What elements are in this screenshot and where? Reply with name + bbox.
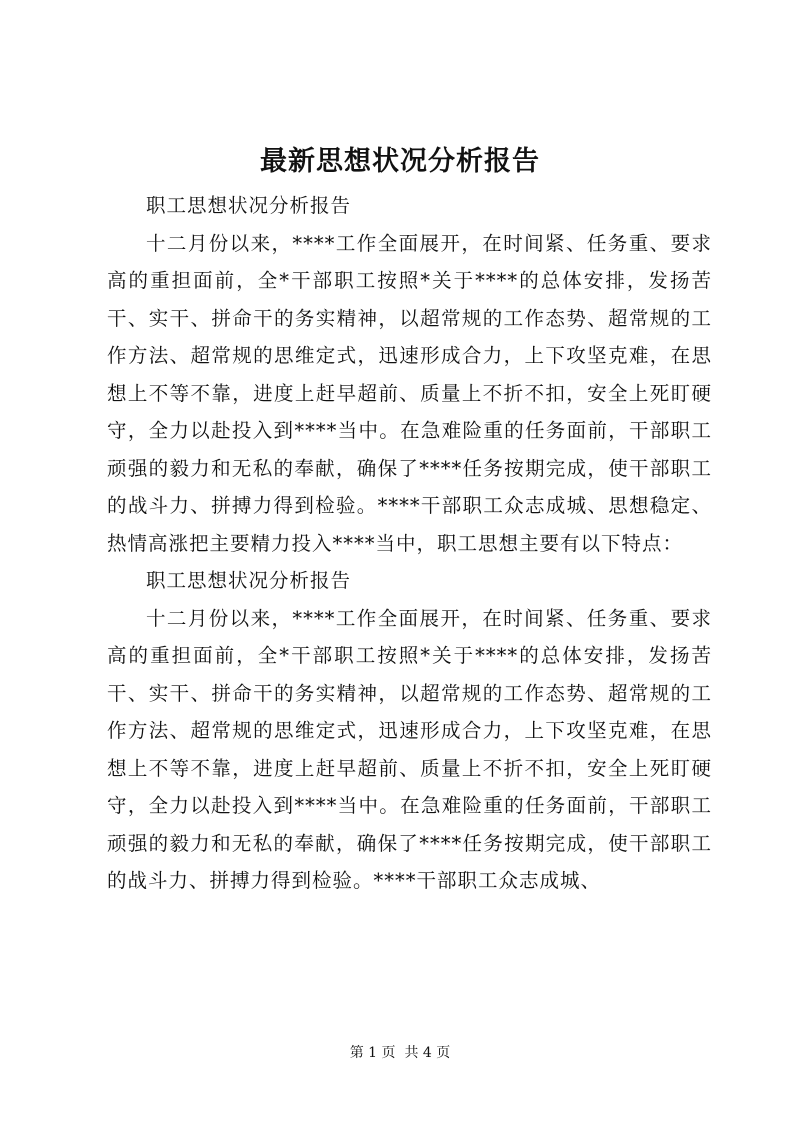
paragraph-body: 十二月份以来，****工作全面展开，在时间紧、任务重、要求高的重担面前，全*干部职工按照*关于****的总体安排，发扬苦干、实干、拼命干的务实精神，以超常规的工作态势、超常规的工作方法、超常规的思维定式，迅速形成合力，上下攻坚克难，在思想上不等不靠，进度上赶早超前、质量上不折不扣，安全上死盯硬守，全力以赴投入到****当中。在急难险重的任务面前，干部职工顽强的毅力和无私的奉献，确保了****任务按期完成，使干部职工的战斗力、拼搏力得到检验。****干部职工众志成城、: [107, 606, 712, 892]
paragraph-body: 十二月份以来，****工作全面展开，在时间紧、任务重、要求高的重担面前，全*干部职工按照*关于****的总体安排，发扬苦干、实干、拼命干的务实精神，以超常规的工作态势、超常规的工作方法、超常规的思维定式，迅速形成合力，上下攻坚克难，在思想上不等不靠，进度上赶早超前、质量上不折不扣，安全上死盯硬守，全力以赴投入到****当中。在急难险重的任务面前，干部职工顽强的毅力和无私的奉献，确保了****任务按期完成，使干部职工的战斗力、拼搏力得到检验。****干部职工众志成城、思想稳定、热情高涨把主要精力投入****当中，职工思想主要有以下特点：: [107, 231, 712, 555]
page-number-label: 第 1 页 共 4 页: [349, 1045, 451, 1061]
page-footer: [0, 1043, 800, 1063]
paragraph-subtitle: 职工思想状况分析报告: [146, 569, 352, 592]
paragraph-subtitle: 职工思想状况分析报告: [146, 194, 352, 217]
document-title: 最新思想状况分析报告: [260, 146, 540, 177]
document-body: [107, 187, 712, 900]
